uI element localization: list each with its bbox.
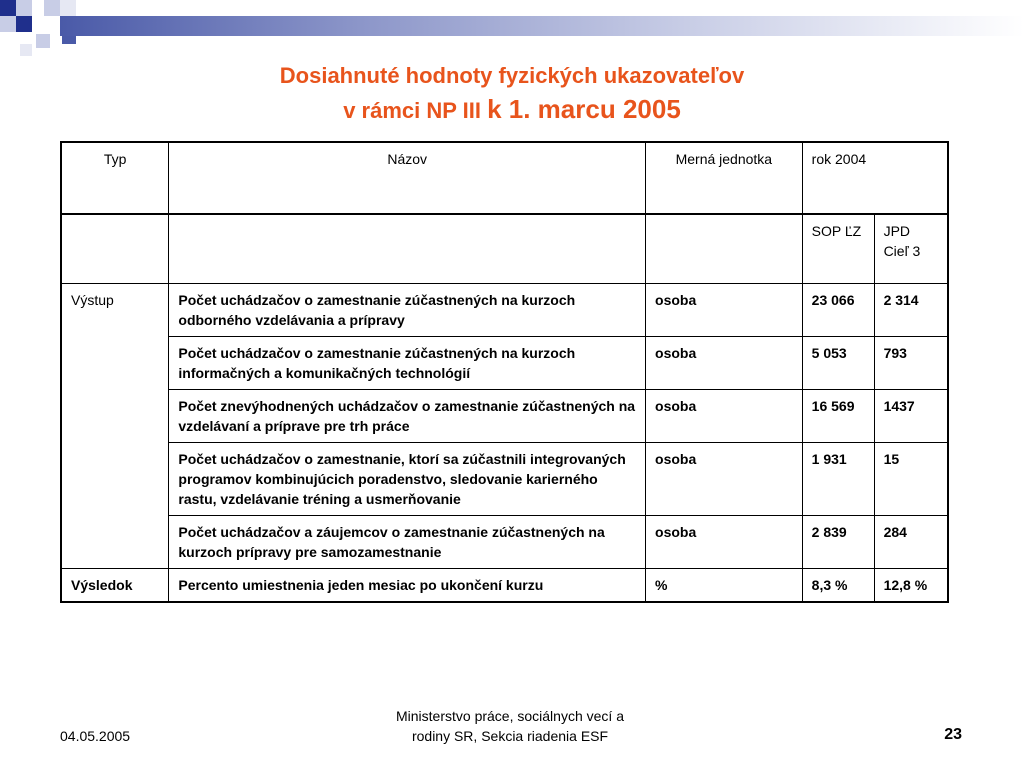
cell-jpd: 793 [874,337,948,390]
cell-sop: 2 839 [802,516,874,569]
header-rok: rok 2004 [802,142,948,214]
cell-jpd: 12,8 % [874,569,948,603]
cell-jpd: 1437 [874,390,948,443]
cell-jednotka: % [646,569,803,603]
cell-nazov: Počet uchádzačov a záujemcov o zamestnanie zúčastnených na kurzoch prípravy pre samozamestnanie [169,516,646,569]
subheader-jpd: JPD Cieľ 3 [874,214,948,284]
cell-jednotka: osoba [646,516,803,569]
cell-nazov: Počet uchádzačov o zamestnanie zúčastnených na kurzoch informačných a komunikačných technológií [169,337,646,390]
cell-jpd: 15 [874,443,948,516]
title-prefix: v rámci NP III [343,98,488,123]
cell-typ: Výstup [61,284,169,569]
title-date: k 1. marcu 2005 [487,94,681,124]
cell-sop: 5 053 [802,337,874,390]
header-jednotka: Merná jednotka [646,142,803,214]
table-row [61,284,948,337]
cell-nazov: Počet uchádzačov o zamestnanie zúčastnených na kurzoch odborného vzdelávania a prípravy [169,284,646,337]
header-gradient-bar [60,16,1024,36]
footer-organization [330,706,690,746]
cell-sop: 23 066 [802,284,874,337]
cell-jpd: 2 314 [874,284,948,337]
table-row [61,337,948,390]
cell-nazov: Počet uchádzačov o zamestnanie, ktorí sa zúčastnili integrovaných programov kombinujúcich poradenstvo, sledovanie karierného rastu, vzdelávanie tréning a usmerňovanie [169,443,646,516]
footer-org-line2: rodiny SR, Sekcia riadenia ESF [411,728,609,744]
cell-sop: 8,3 % [802,569,874,603]
table-row [61,569,948,603]
cell-nazov: Percento umiestnenia jeden mesiac po ukončení kurzu [169,569,646,603]
empty-cell [169,214,646,284]
table-row [61,516,948,569]
empty-cell [61,214,169,284]
cell-jpd: 284 [874,516,948,569]
cell-jednotka: osoba [646,337,803,390]
table-header-row [61,142,948,214]
cell-sop: 16 569 [802,390,874,443]
cell-jednotka: osoba [646,443,803,516]
table-subheader-row [61,214,948,284]
footer-date: 04.05.2005 [60,728,131,744]
cell-nazov: Počet znevýhodnených uchádzačov o zamestnanie zúčastnených na vzdelávaní a príprave pre trh práce [169,390,646,443]
page-number: 23 [944,726,962,743]
table-row [61,443,948,516]
header-nazov: Názov [169,142,646,214]
cell-typ: Výsledok [61,569,169,603]
slide-title-line1: Dosiahnuté hodnoty fyzických ukazovateľov [279,63,745,88]
header-typ: Typ [61,142,169,214]
table-row [61,390,948,443]
indicators-table [60,141,949,603]
subheader-sop: SOP ĽZ [802,214,874,284]
empty-cell [646,214,803,284]
cell-jednotka: osoba [646,390,803,443]
cell-jednotka: osoba [646,284,803,337]
footer-org-line1: Ministerstvo práce, sociálnych vecí a [396,708,624,724]
cell-sop: 1 931 [802,443,874,516]
slide-title-line2 [0,94,1024,125]
